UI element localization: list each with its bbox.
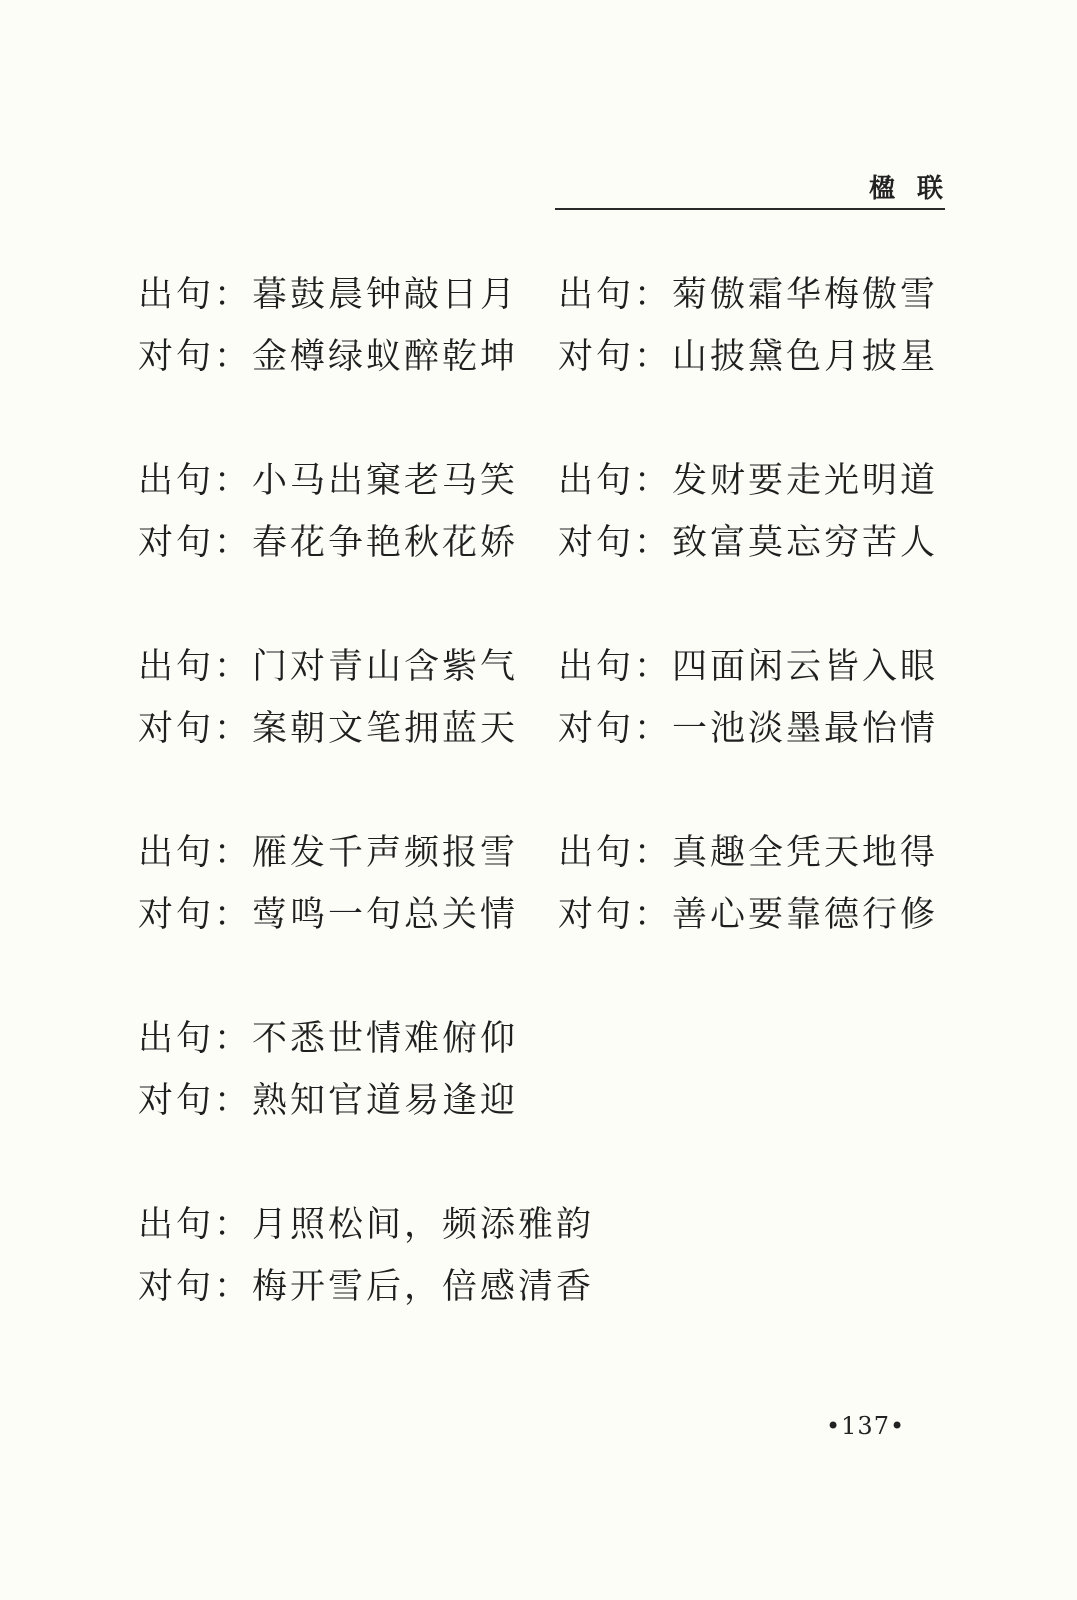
couplet-3 (138, 450, 518, 574)
couplet-out-line: 出句：暮鼓晨钟敲日月 (138, 275, 519, 315)
couplet-pair-line: 对句：致富莫忘穷苦人 (558, 523, 939, 563)
couplet-8 (558, 822, 938, 946)
couplet-out-line: 出句：门对青山含紫气 (138, 647, 519, 687)
couplet-pair-line: 对句：莺鸣一句总关情 (138, 895, 519, 935)
couplet-pair-line: 对句：案朝文笔拥蓝天 (138, 709, 519, 749)
couplet-pair-line: 对句：善心要靠德行修 (558, 895, 939, 935)
couplet-out-line: 出句：四面闲云皆入眼 (558, 647, 939, 687)
couplet-5 (138, 636, 518, 760)
running-header (555, 164, 965, 210)
couplet-pair-line: 对句：金樽绿蚁醉乾坤 (138, 337, 519, 377)
couplet-pair-line: 对句：一池淡墨最怡情 (558, 709, 939, 749)
couplet-out-line: 出句：不悉世情难俯仰 (138, 1019, 519, 1059)
couplet-out-line: 出句：真趣全凭天地得 (558, 833, 939, 873)
couplet-pair-line: 对句：梅开雪后，倍感清香 (138, 1267, 595, 1307)
couplet-pair-line: 对句：熟知官道易逢迎 (138, 1081, 519, 1121)
couplet-9 (138, 1008, 518, 1132)
couplet-pair-line: 对句：山披黛色月披星 (558, 337, 939, 377)
page-number: •137• (826, 1412, 906, 1440)
couplet-4 (558, 450, 938, 574)
couplet-out-line: 出句：月照松间，频添雅韵 (138, 1205, 595, 1245)
couplet-out-line: 出句：菊傲霜华梅傲雪 (558, 275, 939, 315)
couplet-out-line: 出句：发财要走光明道 (558, 461, 939, 501)
couplet-1 (138, 264, 518, 388)
couplet-2 (558, 264, 938, 388)
couplet-7 (138, 822, 518, 946)
section-title: 楹联 (868, 174, 965, 204)
couplet-out-line: 出句：雁发千声频报雪 (138, 833, 519, 873)
couplet-10 (138, 1194, 594, 1318)
couplet-6 (558, 636, 938, 760)
couplet-pair-line: 对句：春花争艳秋花娇 (138, 523, 519, 563)
couplet-out-line: 出句：小马出窠老马笑 (138, 461, 519, 501)
